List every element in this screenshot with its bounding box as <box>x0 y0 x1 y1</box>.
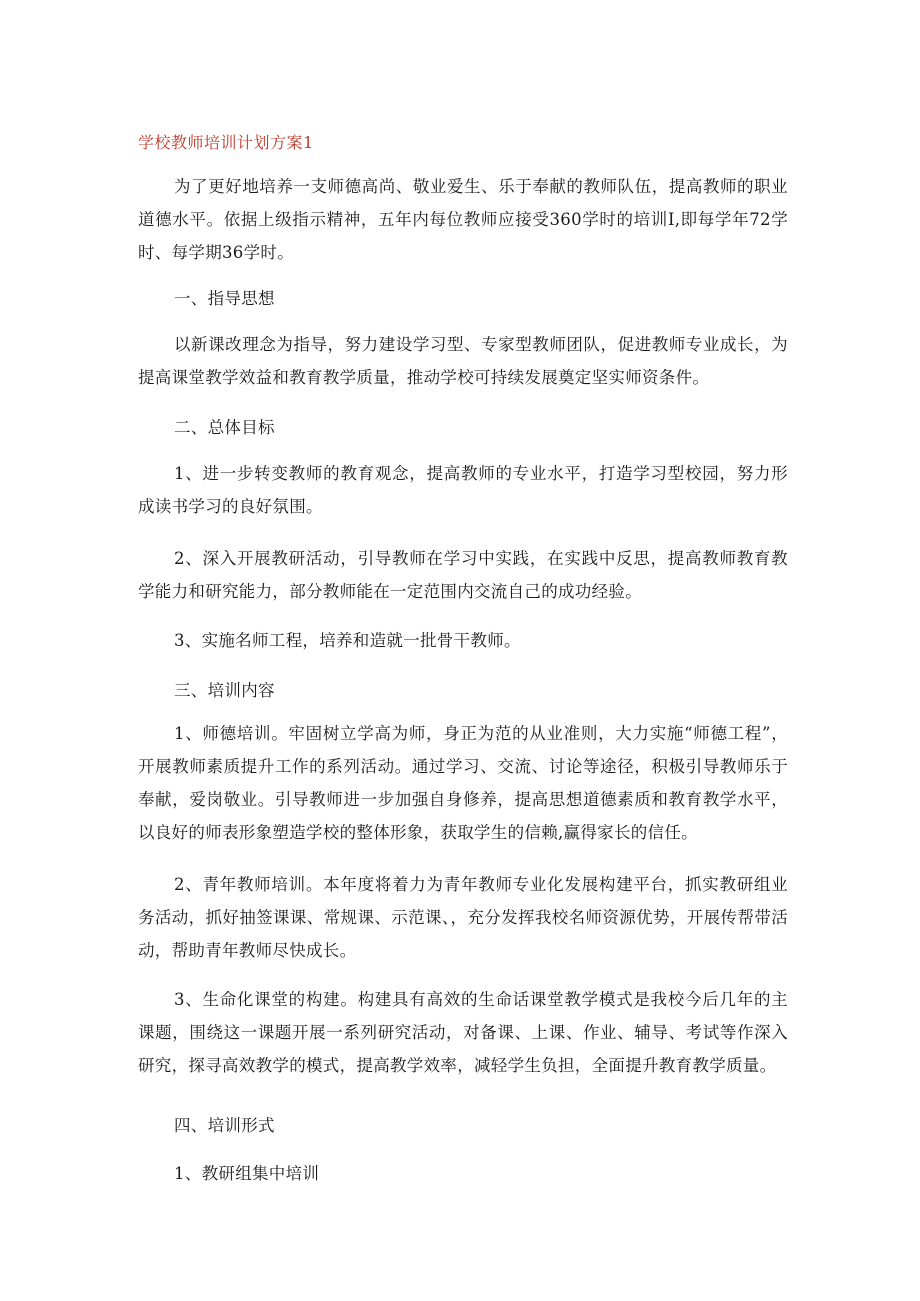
form-item-1: 1、教研组集中培训 <box>174 1164 320 1183</box>
document-title: 学校教师培训计划方案1 <box>138 133 314 152</box>
guiding-ideology-paragraph: 以新课改理念为指导，努力建设学习型、专家型教师团队，促进教师专业成长，为提高课堂教学效益和教育教学质量，推动学校可持续发展奠定坚实师资条件。 <box>138 335 788 387</box>
intro-paragraph: 为了更好地培养一支师德高尚、敬业爱生、乐于奉献的教师队伍，提高教师的职业道德水平。依据上级指示精神，五年内每位教师应接受360学时的培训I,即每学年72学时、每学期36学时。 <box>138 177 788 262</box>
goal-item-2: 2、深入开展教研活动，引导教师在学习中实践，在实践中反思，提高教师教育教学能力和研究能力，部分教师能在一定范围内交流自己的成功经验。 <box>138 549 788 601</box>
goal-item-1: 1、进一步转变教师的教育观念，提高教师的专业水平，打造学习型校园，努力形成读书学习的良好氛围。 <box>138 464 788 516</box>
section-heading-overall-goals: 二、总体目标 <box>174 418 275 437</box>
section-heading-training-content: 三、培训内容 <box>174 681 275 700</box>
content-item-2: 2、青年教师培训。本年度将着力为青年教师专业化发展构建平台，抓实教研组业务活动，抓好抽签课课、常规课、示范课、，充分发挥我校名师资源优势，开展传帮带活动，帮助青年教师尽快成长。 <box>138 875 788 960</box>
section-heading-guiding-ideology: 一、指导思想 <box>174 289 275 308</box>
content-item-1: 1、师德培训。牢固树立学高为师，身正为范的从业准则，大力实施“师德工程”，开展教师素质提升工作的系列活动。通过学习、交流、讨论等途径，积极引导教师乐于奉献，爱岗敬业。引导教师进一步加强自身修养，提高思想道德素质和教育教学水平，以良好的师表形象塑造学校的整体形象，获取学生的信赖,赢得家长的信任。 <box>138 724 788 842</box>
goal-item-3: 3、实施名师工程，培养和造就一批骨干教师。 <box>174 631 521 650</box>
section-heading-training-forms: 四、培训形式 <box>174 1116 275 1135</box>
content-item-3: 3、生命化课堂的构建。构建具有高效的生命话课堂教学模式是我校今后几年的主课题，围绕这一课题开展一系列研究活动，对备课、上课、作业、辅导、考试等作深入研究，探寻高效教学的模式，提高教学效率，减轻学生负担，全面提升教育教学质量。 <box>138 990 788 1075</box>
